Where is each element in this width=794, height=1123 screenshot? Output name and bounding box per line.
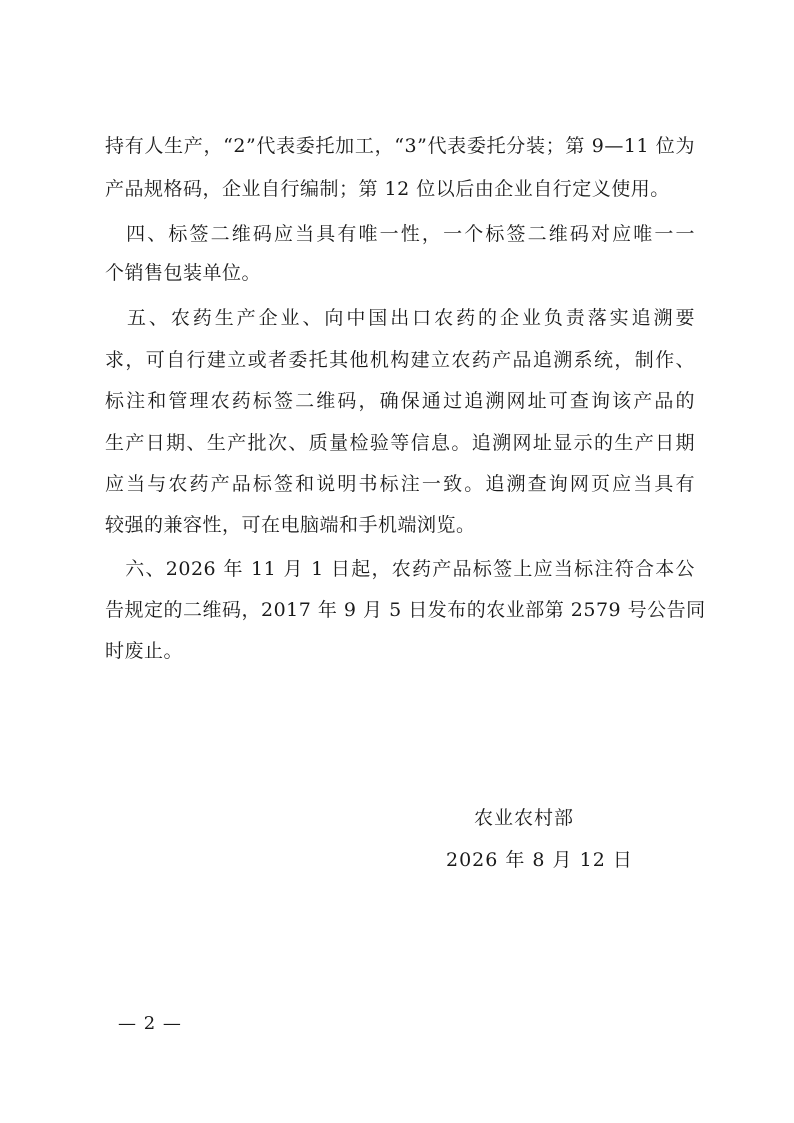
page-number: — 2 —	[118, 1013, 182, 1034]
body-line-13: 时废止。	[105, 640, 184, 662]
body-line-7: 标注和管理农药标签二维码，确保通过追溯网址可查询该产品的	[105, 390, 695, 412]
body-line-10: 较强的兼容性，可在电脑端和手机端浏览。	[105, 514, 476, 536]
body-line-12: 告规定的二维码，2017 年 9 月 5 日发布的农业部第 2579 号公告同	[105, 599, 706, 621]
body-line-9: 应当与农药产品标签和说明书标注一致。追溯查询网页应当具有	[105, 473, 695, 495]
body-line-4: 个销售包装单位。	[105, 262, 262, 284]
body-line-11: 六、2026 年 11 月 1 日起，农药产品标签上应当标注符合本公	[105, 558, 695, 580]
body-line-5: 五、农药生产企业、向中国出口农药的企业负责落实追溯要	[105, 307, 695, 329]
signature-date: 2026 年 8 月 12 日	[446, 849, 633, 871]
body-line-6: 求，可自行建立或者委托其他机构建立农药产品追溯系统，制作、	[105, 349, 695, 371]
body-line-2: 产品规格码，企业自行编制；第 12 位以后由企业自行定义使用。	[105, 178, 670, 200]
body-line-3: 四、标签二维码应当具有唯一性，一个标签二维码对应唯一一	[105, 223, 695, 245]
body-line-8: 生产日期、生产批次、质量检验等信息。追溯网址显示的生产日期	[105, 432, 695, 454]
signature-organization: 农业农村部	[474, 807, 575, 829]
body-line-1: 持有人生产，“2”代表委托加工，“3”代表委托分装；第 9—11 位为	[105, 135, 695, 157]
